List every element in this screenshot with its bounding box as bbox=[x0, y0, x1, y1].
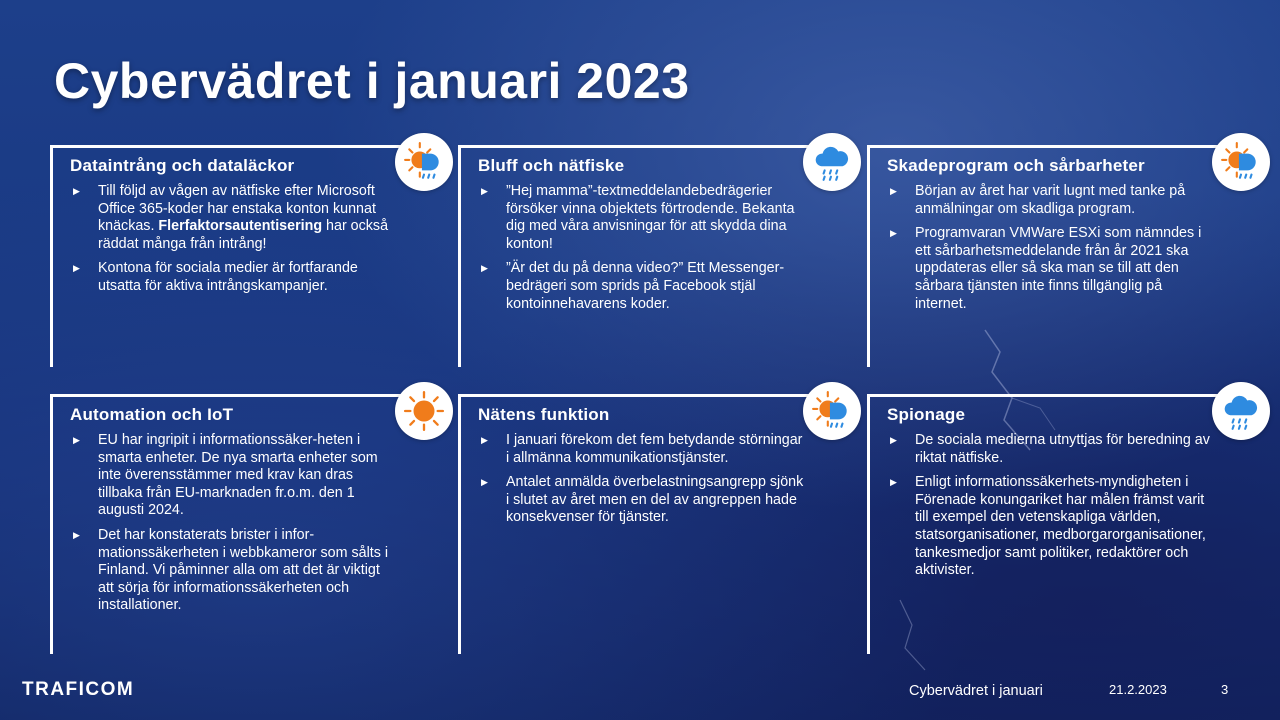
bullet-list bbox=[70, 183, 406, 296]
footer-date: 21.2.2023 bbox=[1109, 682, 1167, 697]
item-text: Programvaran VMWare ESXi som nämndes i ett sårbarhetsmeddelande från år 2021 ska uppdateras eller så ska man se till att den sårbara tjänsten inte finns tillgänglig på internet. bbox=[915, 225, 1202, 312]
card-skadeprogram bbox=[867, 145, 1237, 367]
item-text: ”Är det du på denna video?” Ett Messenger-bedrägeri som sprids på Facebook stjäl kontoinnehavarens koder. bbox=[506, 260, 785, 312]
card-spionage bbox=[867, 394, 1237, 654]
page-number: 3 bbox=[1221, 682, 1229, 697]
item-text: De sociala medierna utnyttjas för beredning av riktat nätfiske. bbox=[915, 432, 1210, 466]
card-title: Automation och IoT bbox=[70, 405, 234, 424]
item-text: Början av året har varit lugnt med tanke på anmälningar om skadliga program. bbox=[915, 183, 1186, 217]
item-bold-text: Flerfaktorsautentisering bbox=[158, 218, 323, 235]
bullet-list bbox=[478, 432, 814, 527]
item-text: ”Hej mamma”-textmeddelandebedrägerier försöker vinna objektets förtrodende. Bekanta dig med våra anvisningar för att skydda dina konton! bbox=[506, 183, 795, 252]
card-title: Skadeprogram och sårbarheter bbox=[887, 156, 1145, 175]
card-bluff bbox=[458, 145, 828, 367]
sun-cloud-rain-icon bbox=[1212, 133, 1270, 191]
list-item bbox=[887, 432, 1223, 467]
sun-cloud-rain-icon bbox=[803, 382, 861, 440]
card-natens-funktion bbox=[458, 394, 828, 654]
list-item bbox=[70, 183, 406, 253]
card-dataintrang bbox=[50, 145, 420, 367]
list-item bbox=[887, 183, 1223, 218]
item-text: Till följd av vågen av nätfiske efter Microsoft Office 365-koder har enstaka konton kunnat knäckas. bbox=[98, 183, 376, 235]
list-item bbox=[887, 225, 1223, 313]
item-text: Enligt informationssäkerhets-myndigheten i Förenade konungariket har målen främst varit till exempel den vetenskapliga världen, statsorganisationer, medborgarorganisationer, tankesmedjor samt politiker, redaktörer och aktivister. bbox=[915, 474, 1206, 579]
cloud-rain-icon bbox=[1212, 382, 1270, 440]
list-item bbox=[70, 432, 406, 520]
list-item bbox=[887, 474, 1223, 580]
bullet-list bbox=[887, 432, 1223, 580]
list-item bbox=[478, 432, 814, 467]
list-item bbox=[70, 260, 406, 295]
item-text: Kontona för sociala medier är fortfarande utsatta för aktiva intrångskampanjer. bbox=[98, 260, 358, 294]
item-text: Det har konstaterats brister i infor-mationssäkerheten i webbkameror som sålts i Finland. Vi påminner alla om att det är viktigt att sörja för informationssäkerheten och installationer. bbox=[98, 526, 389, 614]
page-title: Cybervädret i januari 2023 bbox=[54, 53, 690, 109]
card-automation bbox=[50, 394, 420, 654]
item-text: I januari förekom det fem betydande störningar i allmänna kommunikationstjänster. bbox=[506, 432, 803, 466]
card-title: Nätens funktion bbox=[478, 405, 610, 424]
bullet-list bbox=[70, 432, 406, 615]
item-text: EU har ingripit i informationssäker-heten i smarta enheter. De nya smarta enheter som inte överensstämmer med krav kan dras tillbaka från EU-marknaden fr.o.m. den 1 augusti 2024. bbox=[98, 432, 378, 519]
list-item bbox=[478, 183, 814, 253]
list-item bbox=[478, 260, 814, 313]
sun-icon bbox=[395, 382, 453, 440]
card-title: Dataintrång och dataläckor bbox=[70, 156, 295, 175]
footer-text: Cybervädret i januari bbox=[909, 683, 1043, 699]
card-title: Bluff och nätfiske bbox=[478, 156, 625, 175]
item-text: har också räddat många från intrång! bbox=[98, 218, 389, 252]
bullet-list bbox=[478, 183, 814, 313]
list-item bbox=[478, 474, 814, 527]
item-text: Antalet anmälda överbelastningsangrepp sjönk i slutet av året men en del av angreppen hade konsekvenser för tjänster. bbox=[506, 474, 804, 526]
card-title: Spionage bbox=[887, 405, 966, 424]
sun-cloud-rain-icon bbox=[395, 133, 453, 191]
bullet-list bbox=[887, 183, 1223, 313]
cloud-rain-icon bbox=[803, 133, 861, 191]
traficom-logo: TRAFICOM bbox=[22, 679, 135, 700]
list-item bbox=[70, 527, 406, 615]
